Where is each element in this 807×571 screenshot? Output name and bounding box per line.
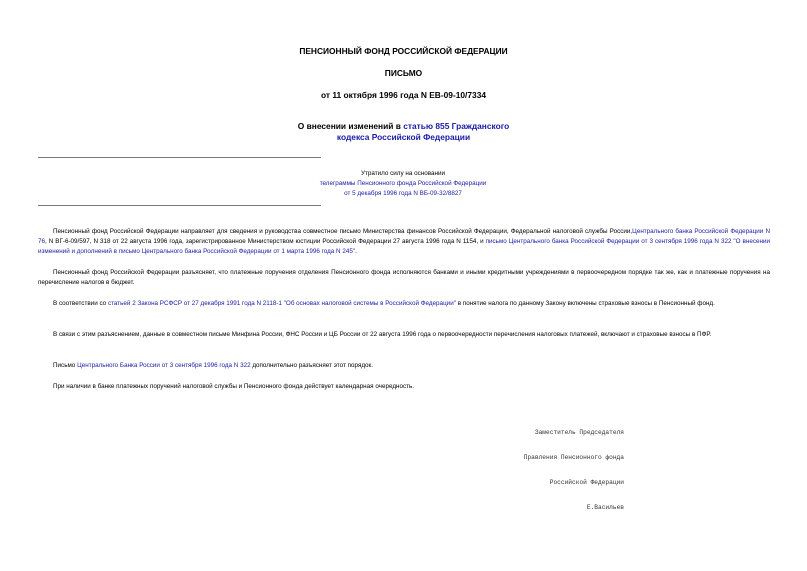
doc-type: ПИСЬМО <box>384 68 423 78</box>
p1-link-cbr-76[interactable]: Центрального банка Российской Федерации N 76 <box>38 228 770 246</box>
signature-line-2: Правления Пенсионного фонда <box>523 454 624 462</box>
signature-block <box>470 412 624 530</box>
paragraph-5 <box>38 361 770 371</box>
p1-text-4: . <box>355 248 357 256</box>
signature-line-1: Заместитель Председателя <box>534 428 624 436</box>
p1-link-cbr-245[interactable]: "О внесении изменений и дополнений в письмо Центрального банка Российской Федерации от 1 марта 1996 года N 245" <box>38 238 771 256</box>
org-title: ПЕНСИОННЫЙ ФОНД РОССИЙСКОЙ ФЕДЕРАЦИИ <box>299 46 508 56</box>
doc-subject <box>0 121 807 143</box>
p1-text-2: , N ВГ-6-09/597, N 318 от 22 августа 1996 года, зарегистрированное Министерством юстиции Российской Федерации 27 августа 1996 года N 1154, и <box>45 238 486 246</box>
p5-link-cbr-322[interactable]: Центрального Банка России от 3 сентября 1996 года N 322 <box>77 362 251 369</box>
signature-name: Е.Васильев <box>586 504 624 512</box>
divider-bottom <box>38 205 321 206</box>
validity-note-link-date[interactable]: от 5 декабря 1996 года N ВБ-09-32/8827 <box>344 190 462 198</box>
validity-note <box>290 169 516 200</box>
p5-text-1: Письмо <box>53 362 78 369</box>
validity-note-text: Утратило силу на основании <box>360 170 446 177</box>
signature-line-3: Российской Федерации <box>549 479 624 487</box>
paragraph-4 <box>38 330 770 340</box>
p6-text: При наличии в банке платежных поручений налоговой службы и Пенсионного фонда действует календарная очередность. <box>53 383 415 390</box>
validity-note-link-telegram[interactable]: телеграммы Пенсионного фонда Российской Федерации <box>319 180 487 188</box>
p3-text-2: в понятие налога по данному Закону включены страховые взносы в Пенсионный фонд. <box>455 300 715 307</box>
p4-text: В связи с этим разъяснением, данные в совместном письме Минфина России, ФНС России и ЦБ России от 22 августа 1996 года о первоочередности перечисления налоговых платежей, включают и страховые взносы в ПФР. <box>53 331 712 338</box>
doc-date-number: от 11 октября 1996 года N ЕВ-09-10/7334 <box>320 90 487 100</box>
paragraph-1 <box>38 227 770 258</box>
subject-link-article-855[interactable]: статью 855 Гражданского <box>403 121 510 131</box>
subject-prefix: О внесении изменений в <box>297 121 404 131</box>
p1-text-1: Пенсионный фонд Российской Федерации направляет для сведения и руководства совместное письмо Министерства финансов Российской Федерации, Федеральной налоговой службы России, <box>53 228 633 235</box>
p5-text-2: дополнительно разъясняет этот порядок. <box>250 362 374 369</box>
subject-link-civil-code[interactable]: кодекса Российской Федерации <box>336 132 471 142</box>
paragraph-6 <box>38 382 770 392</box>
p3-text-1: В соответствии со <box>53 300 108 307</box>
p2-text: Пенсионный фонд Российской Федерации разъясняет, что платежные поручения отделения Пенсионного фонда исполняются банками и иными кредитными учреждениями в первоочередном порядке так же, как и платежные поручения на перечисление налогов в бюджет. <box>38 269 770 287</box>
paragraph-2 <box>38 268 770 288</box>
divider-top <box>38 157 321 158</box>
p1-link-cbr-322[interactable]: письмо Центрального банка Российской Федерации от 3 сентября 1996 года N 322 <box>485 238 732 246</box>
p3-link-law-2118-1[interactable]: статьей 2 Закона РСФСР от 27 декабря 1991 года N 2118-1 "Об основах налоговой системы в Российской Федерации" <box>107 300 456 307</box>
paragraph-3 <box>38 299 770 309</box>
